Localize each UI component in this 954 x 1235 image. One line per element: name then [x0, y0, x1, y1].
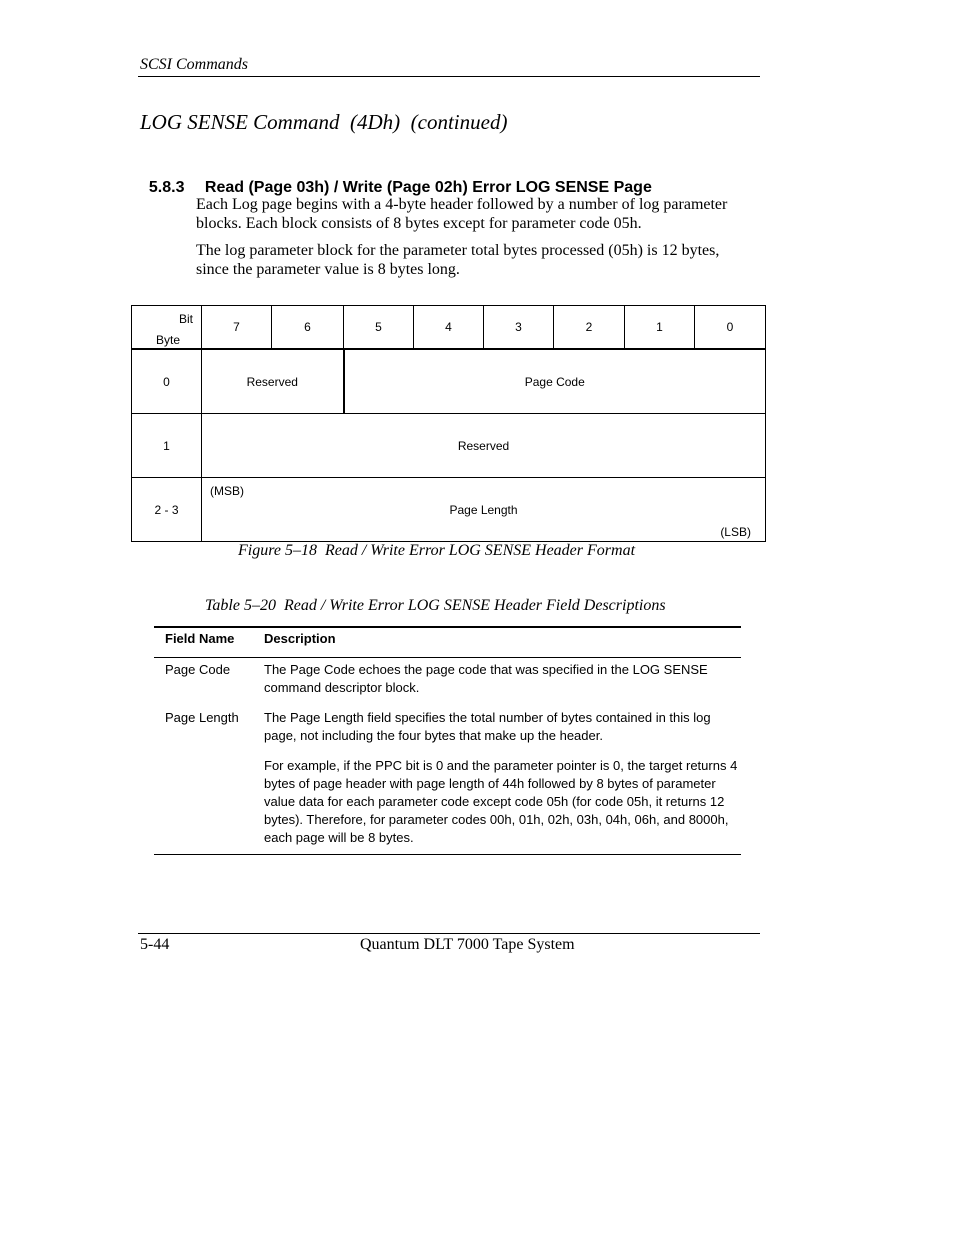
byte-row — [132, 414, 766, 478]
byte-row — [132, 478, 766, 542]
byte-row — [132, 349, 766, 414]
field-reserved: Reserved — [202, 349, 344, 414]
bit-number: 0 — [695, 306, 766, 350]
subsection-title: Read (Page 03h) / Write (Page 02h) Error LOG SENSE Page — [204, 179, 652, 196]
bit-number: 2 — [554, 306, 625, 350]
section-title: LOG SENSE Command (4Dh) (continued) — [140, 110, 508, 134]
field-page-length — [202, 478, 766, 542]
field-description: For example, if the PPC bit is 0 and the parameter pointer is 0, the target returns 4 bytes of page header with page length of 44h followed by 8 bytes of parameter value data for each parameter code except code 05h (for code 05h, it returns 12 bytes). Therefore, for parameter codes 00h, 01h, 02h, 03h, 04h, 06h, and 8000h, each page will be 8 bytes. — [264, 758, 738, 845]
bit-header-row — [132, 306, 766, 350]
header-format-table — [131, 305, 766, 542]
bit-number: 5 — [344, 306, 414, 350]
column-header-description: Description — [264, 631, 336, 646]
header-rule — [138, 76, 760, 77]
bit-number: 6 — [272, 306, 344, 350]
table-header-rule — [154, 657, 741, 658]
paragraph: Each Log page begins with a 4-byte header followed by a number of log parameter blocks. Each block consists of 8 bytes except for parameter code 05h. — [196, 196, 728, 232]
table-top-rule — [154, 626, 741, 628]
bit-number: 1 — [625, 306, 695, 350]
field-name: Page Code — [165, 662, 231, 677]
page-number: 5-44 — [140, 936, 170, 953]
byte-number: 1 — [132, 414, 202, 478]
figure-caption: Figure 5–18 Read / Write Error LOG SENSE Header Format — [238, 542, 636, 559]
field-name: Page Length — [165, 710, 239, 725]
column-header-field-name: Field Name — [165, 631, 235, 646]
field-description: The Page Length field specifies the total number of bytes contained in this log page, not including the four bytes that make up the header. — [264, 710, 711, 743]
subsection-heading — [140, 161, 652, 197]
field-description: The Page Code echoes the page code that was specified in the LOG SENSE command descriptor block. — [264, 662, 708, 695]
running-head: SCSI Commands — [140, 56, 249, 73]
bit-number: 7 — [202, 306, 272, 350]
bit-byte-cell — [132, 306, 202, 350]
bit-number: 4 — [414, 306, 484, 350]
paragraph: The log parameter block for the parameter total bytes processed (05h) is 12 bytes, since the parameter value is 8 bytes long. — [196, 242, 720, 278]
byte-label: Byte — [156, 333, 181, 347]
byte-number: 0 — [132, 349, 202, 414]
footer-rule — [138, 933, 760, 934]
table-caption: Table 5–20 Read / Write Error LOG SENSE Header Field Descriptions — [205, 597, 666, 614]
field-label: Page Length — [449, 502, 518, 517]
lsb-marker: (LSB) — [720, 525, 751, 539]
footer-title: Quantum DLT 7000 Tape System — [360, 936, 575, 953]
byte-number: 2 - 3 — [132, 478, 202, 542]
field-reserved: Reserved — [202, 414, 766, 478]
subsection-number: 5.8.3 — [148, 179, 185, 196]
table-bottom-rule — [154, 854, 741, 855]
msb-marker: (MSB) — [210, 484, 244, 498]
bit-number: 3 — [484, 306, 554, 350]
bit-label: Bit — [178, 312, 193, 326]
field-page-code: Page Code — [344, 349, 766, 414]
